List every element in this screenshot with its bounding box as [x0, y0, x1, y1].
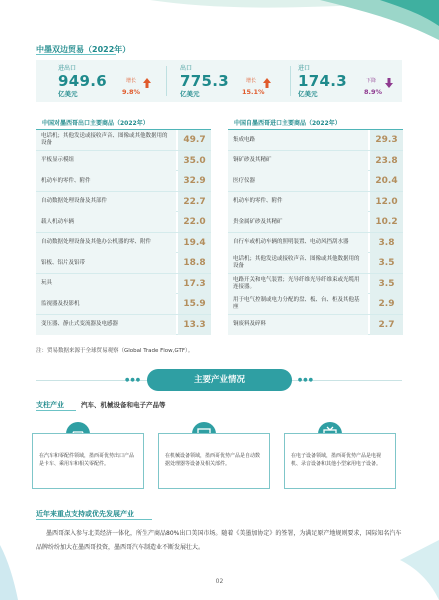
row-name: 平板显示模组	[36, 151, 176, 171]
row-value: 22.7	[178, 192, 211, 212]
row-value: 2.7	[370, 315, 403, 335]
focus-title: 近年来重点支持或优先发展产业	[36, 510, 134, 518]
row-value: 3.5	[370, 253, 403, 273]
page-number: 02	[215, 578, 224, 585]
stat-import	[298, 60, 398, 102]
dots-decoration: ●●●	[125, 377, 142, 383]
row-name: 用于电气控制或电力分配的盘、板、台、柜及其他基座	[228, 294, 368, 314]
row-value: 15.9	[178, 294, 211, 314]
table-row	[36, 294, 211, 315]
pillar-underline	[36, 410, 76, 411]
row-value: 3.5	[370, 274, 403, 294]
pillar-card-auto: 在汽车和零配件领域，墨西哥优势出口产品是卡车、乘用车和相关零配件。	[32, 433, 144, 489]
row-name: 贵金属矿砂及其精矿	[228, 212, 368, 232]
table-row	[36, 253, 211, 274]
table-row	[228, 315, 403, 336]
stat-percent: 15.1%	[242, 88, 265, 96]
row-name: 电路开关和电气装置；光导纤维光导纤维束或光缆用连接器。	[228, 274, 368, 294]
stat-export	[180, 60, 280, 102]
export-table	[36, 112, 211, 335]
row-name: 铜矿砂及其精矿	[228, 151, 368, 171]
stat-unit: 亿美元	[58, 90, 78, 98]
import-table-title: 中国自墨西哥进口主要商品（2022年）	[228, 112, 403, 130]
table-row	[36, 212, 211, 233]
focus-underline	[36, 519, 152, 520]
stat-label: 进口	[298, 65, 311, 72]
stat-trend-label: 增长	[126, 78, 137, 84]
table-row	[36, 274, 211, 295]
row-value: 19.4	[178, 233, 211, 253]
stat-total	[58, 60, 158, 102]
table-row	[228, 253, 403, 274]
arrow-down-icon	[384, 78, 394, 88]
pillar-card-machinery: 在机械设备领域，墨西哥优势产品是自动数据处理器等设备及相关部件。	[158, 433, 270, 489]
trade-stats-panel	[36, 60, 402, 102]
row-name: 自动数据处理设备及其部件	[36, 192, 176, 212]
table-row	[36, 233, 211, 254]
stat-percent: 8.9%	[364, 88, 383, 96]
row-name: 监视器及投影机	[36, 294, 176, 314]
stat-label: 进出口	[58, 65, 77, 72]
row-name: 医疗仪器	[228, 171, 368, 191]
row-name: 机动车的零件、附件	[228, 192, 368, 212]
row-value: 18.8	[178, 253, 211, 273]
row-value: 10.2	[370, 212, 403, 232]
row-name: 自动数据处理设备及其他办公机器的零、附件	[36, 233, 176, 253]
source-note: 注：贸易数据来源于全球贸易观察（Global Trade Flow,GTF）。	[36, 348, 194, 354]
stat-trend-label: 下降	[366, 78, 377, 84]
row-value: 49.7	[178, 130, 211, 150]
row-name: 玩具	[36, 274, 176, 294]
row-value: 3.8	[370, 233, 403, 253]
table-row	[36, 192, 211, 213]
export-table-title: 中国对墨西哥出口主要商品（2022年）	[36, 112, 211, 130]
row-name: 集成电路	[228, 130, 368, 150]
row-value: 20.4	[370, 171, 403, 191]
table-row	[36, 315, 211, 336]
row-value: 2.9	[370, 294, 403, 314]
table-row	[228, 233, 403, 254]
row-value: 32.9	[178, 171, 211, 191]
row-name: 电话机；其他发送或接收声音、图像或其他数据用的设备	[228, 253, 368, 273]
stat-trend-label: 增长	[246, 78, 257, 84]
row-value: 12.0	[370, 192, 403, 212]
table-row	[228, 274, 403, 295]
stat-value: 775.3	[180, 72, 229, 90]
row-name: 自行车或机动车辆的照明装置、电动风挡刮水器	[228, 233, 368, 253]
row-value: 29.3	[370, 130, 403, 150]
row-name: 电话机；其他发送或接收声音、图像或其他数据用的设备	[36, 130, 176, 150]
row-value: 17.3	[178, 274, 211, 294]
dots-decoration: ●●●	[297, 377, 314, 383]
arrow-up-icon	[142, 78, 152, 88]
focus-paragraph: 墨西哥深入参与北美经济一体化，所生产商品80%出口美国市场。随着《美墨加协定》的签署，为满足原产地规则要求，国际知名汽车品牌纷纷加大在墨西哥投资，墨西哥汽车制造业不断发展壮大。	[36, 530, 402, 551]
table-row	[36, 171, 211, 192]
table-row	[228, 171, 403, 192]
section-banner	[125, 369, 314, 391]
row-value: 22.0	[178, 212, 211, 232]
stat-unit: 亿美元	[180, 90, 200, 98]
table-row	[228, 151, 403, 172]
table-row	[36, 151, 211, 172]
trade-section-title: 中墨双边贸易（2022年）	[36, 45, 131, 54]
stat-percent: 9.8%	[122, 88, 141, 96]
row-value: 23.8	[370, 151, 403, 171]
table-row	[228, 212, 403, 233]
pillar-card-electronics: 在电子设备领域，墨西哥优势产品是电视机、录音设备和其他小型家用电子设备。	[284, 433, 396, 489]
import-table	[228, 112, 403, 335]
stat-value: 174.3	[298, 72, 347, 90]
table-row	[228, 192, 403, 213]
row-name: 载人机动车辆	[36, 212, 176, 232]
table-row	[228, 130, 403, 151]
trade-section-underline	[36, 54, 116, 55]
table-row	[36, 130, 211, 151]
stat-label: 出口	[180, 65, 193, 72]
row-value: 13.3	[178, 315, 211, 335]
row-value: 35.0	[178, 151, 211, 171]
table-row	[228, 294, 403, 315]
row-name: 变压器、静止式变流器及电感器	[36, 315, 176, 335]
banner-title: 主要产业情况	[193, 375, 245, 385]
row-name: 机动车的零件、附件	[36, 171, 176, 191]
stat-value: 949.6	[58, 72, 107, 90]
arrow-up-icon	[262, 78, 272, 88]
pillar-category: 汽车、机械设备和电子产品等	[81, 401, 166, 409]
row-name: 铝板、铝片及铝带	[36, 253, 176, 273]
pillar-title: 支柱产业	[36, 401, 64, 409]
row-name: 铜废料及碎料	[228, 315, 368, 335]
stat-unit: 亿美元	[298, 90, 318, 98]
